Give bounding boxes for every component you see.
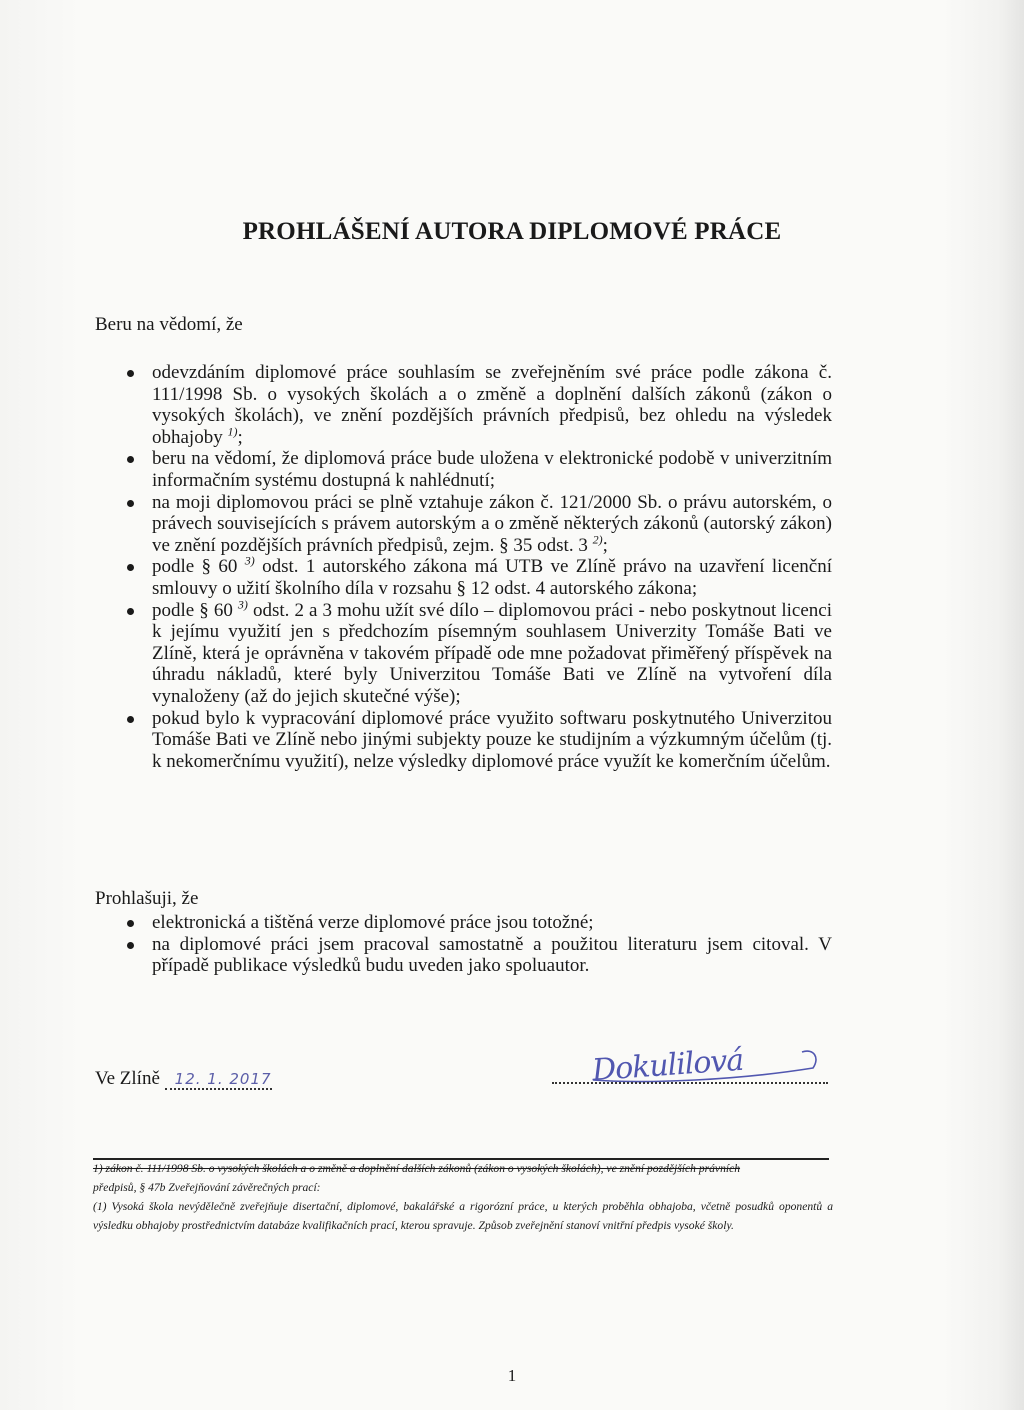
list-item: podle § 60 $^{3)}$ odst. 2 a 3 mohu užít své dílo – diplomovou práci - nebo poskytnout licenci k jejímu využití jen s předchozím písemným souhlasem Univerzity Tomáše Bati ve Zlíně, která je oprávněna v takovém případě ode mne požadovat přiměřený příspěvek na úhradu nákladů, které byly Univerzitou Tomáše Bati ve Zlíně na vytvoření díla vynaloženy (až do jejich skutečné výše); <box>152 597 832 707</box>
place-label: Ve Zlíně <box>95 1068 160 1089</box>
section2-intro: Prohlašuji, že <box>95 888 199 909</box>
section1-intro: Beru na vědomí, že <box>95 314 243 335</box>
section2-list <box>152 912 832 977</box>
section1-list <box>152 362 832 772</box>
list-item: na moji diplomovou práci se plně vztahuje zákon č. 121/2000 Sb. o právu autorském, o právech souvisejících s právem autorským a o změně některých zákonů (autorský zákon) ve znění pozdějších právních předpisů, zejm. § 35 odst. 3 $^{2)}$; <box>152 491 832 556</box>
list-item: odevzdáním diplomové práce souhlasím se zveřejněním své práce podle zákona č. 111/1998 Sb. o vysokých školách a o změně a doplnění dalších zákonů (zákon o vysokých školách), ve znění pozdějších právních předpisů, bez ohledu na výsledek obhajoby $^{1)}$; <box>152 362 832 448</box>
page-number: 1 <box>507 1366 517 1385</box>
footnote-line: předpisů, § 47b Zveřejňování závěrečných prací: <box>93 1181 321 1194</box>
page-title: PROHLÁŠENÍ AUTORA DIPLOMOVÉ PRÁCE <box>242 218 782 245</box>
place-date <box>95 1068 272 1090</box>
list-item: beru na vědomí, že diplomová práce bude uložena v elektronické podobě v univerzitním informačním systému dostupná k nahlédnutí; <box>152 448 832 491</box>
list-item: pokud bylo k vypracování diplomové práce využito softwaru poskytnutého Univerzitou Tomáše Bati ve Zlíně nebo jinými subjekty pouze ke studijním a výzkumným účelům (tj. k nekomerčnímu využití), nelze výsledky diplomové práce využít ke komerčním účelům. <box>152 707 832 772</box>
signature-line <box>552 1082 828 1084</box>
list-item: podle § 60 $^{3)}$ odst. 1 autorského zákona má UTB ve Zlíně právo na uzavření licenční smlouvy o užití školního díla v rozsahu § 12 odst. 4 autorského zákona; <box>152 554 832 599</box>
footnote-line: 1) zákon č. 111/1998 Sb. o vysokých školách a o změně a doplnění dalších zákonů (zákon o vysokých školách), ve znění pozdějších právních <box>93 1162 741 1175</box>
handwritten-date: 12. 1. 2017 <box>165 1070 272 1090</box>
footnotes <box>93 1159 833 1235</box>
list-item: elektronická a tištěná verze diplomové práce jsou totožné; <box>152 912 832 934</box>
footnote-line: (1) Vysoká škola nevýdělečně zveřejňuje disertační, diplomové, bakalářské a rigorózní práce, u kterých proběhla obhajoba, včetně posudků oponentů a výsledku obhajoby prostřednictvím databáze kvalifikačních prací, kterou spravuje. Způsob zveřejnění stanoví vnitřní předpis vysoké školy. <box>93 1200 833 1232</box>
list-item: na diplomové práci jsem pracoval samostatně a použitou literaturu jsem citoval. V případě publikace výsledků budu uveden jako spoluautor. <box>152 933 832 977</box>
handwritten-signature: Dokulilová <box>590 1042 745 1089</box>
page-edge-shadow <box>998 0 1024 1410</box>
